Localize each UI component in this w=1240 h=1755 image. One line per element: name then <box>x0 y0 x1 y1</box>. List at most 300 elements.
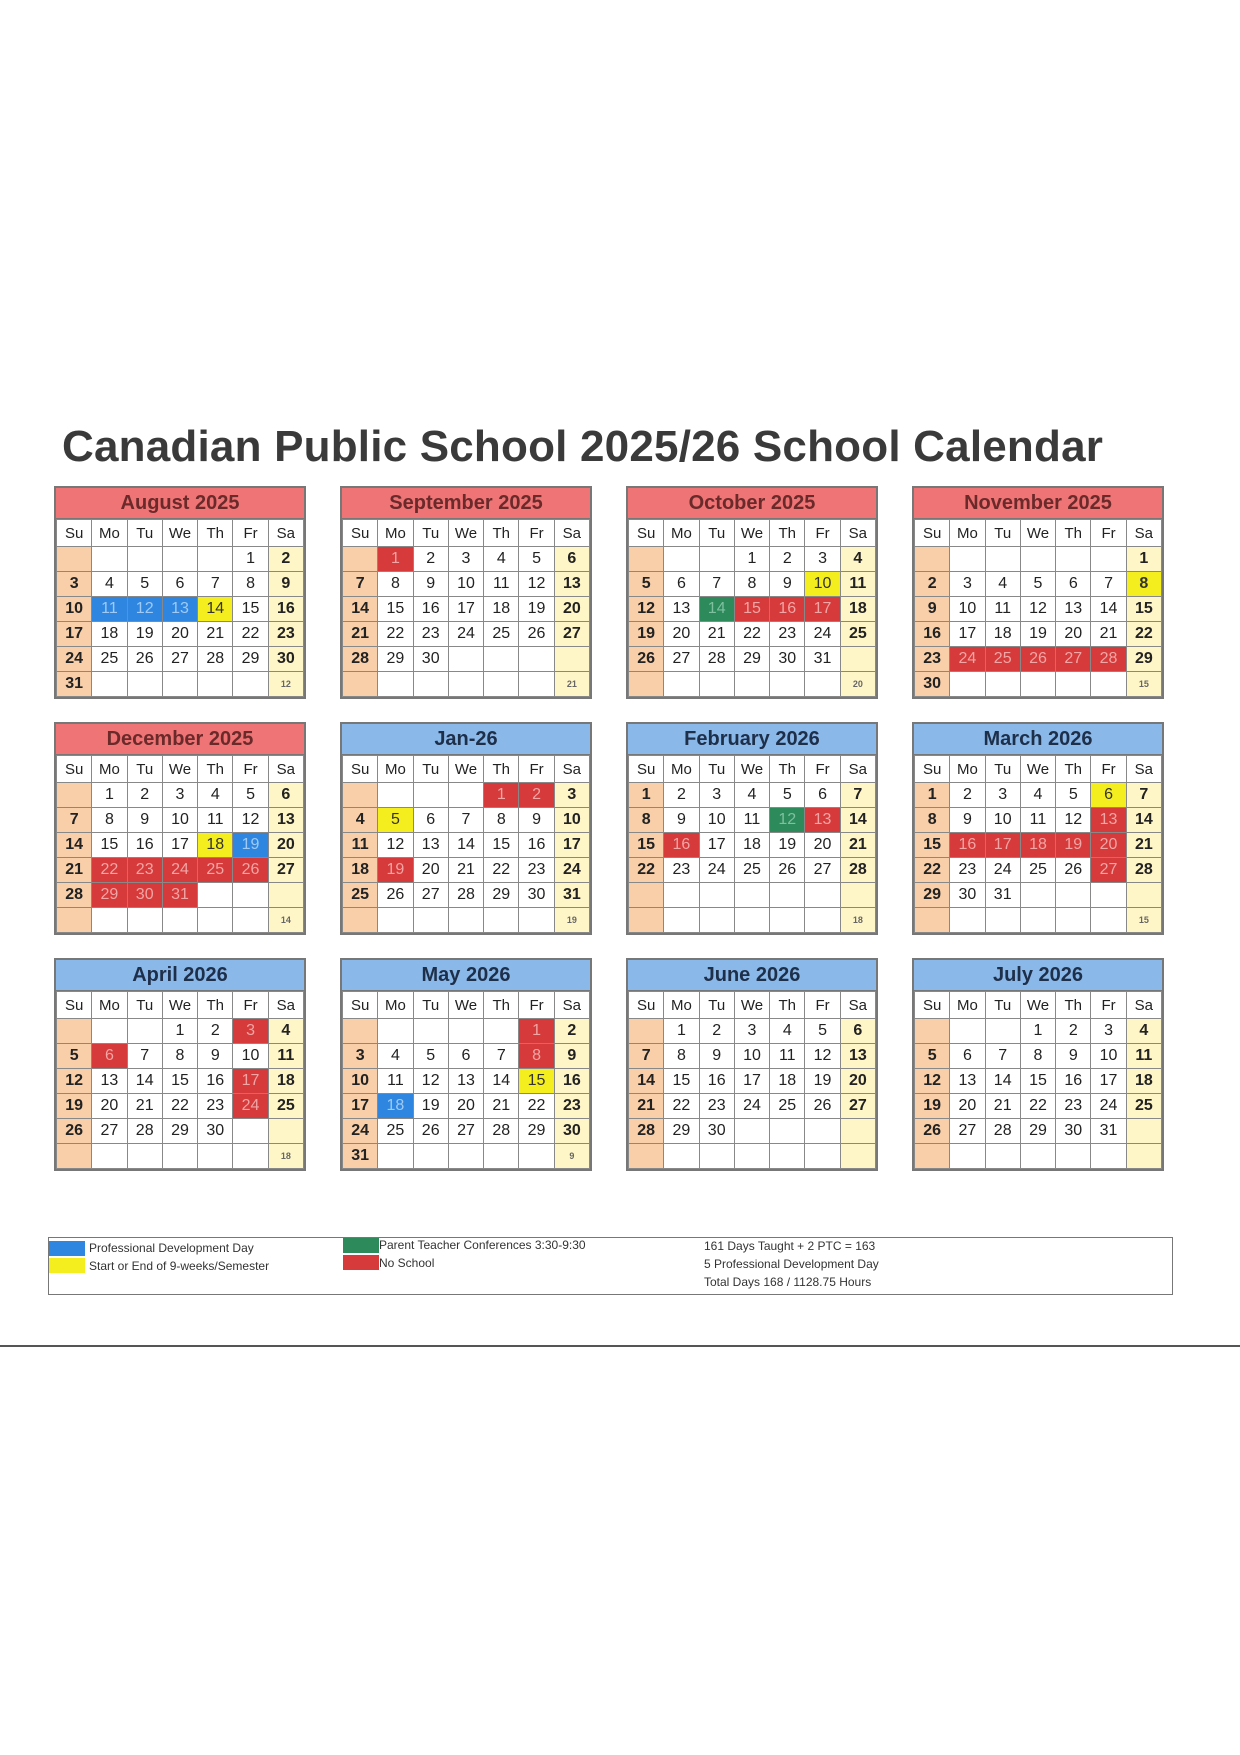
day-header: Mo <box>950 992 985 1019</box>
day-header: We <box>734 756 769 783</box>
day-header: Mo <box>378 520 413 547</box>
day-cell: 12 <box>378 833 413 858</box>
day-header: Su <box>915 992 950 1019</box>
day-cell: 7 <box>840 783 875 808</box>
day-cell: 17 <box>233 1069 268 1094</box>
empty-cell <box>162 908 197 933</box>
month-title: Jan-26 <box>342 724 590 755</box>
day-cell: 3 <box>233 1019 268 1044</box>
empty-cell <box>805 908 840 933</box>
day-cell: 31 <box>162 883 197 908</box>
week-row <box>57 572 304 597</box>
day-header: Sa <box>840 520 875 547</box>
empty-cell <box>1020 908 1055 933</box>
day-cell: 20 <box>92 1094 127 1119</box>
day-cell: 27 <box>448 1119 483 1144</box>
day-cell: 18 <box>1020 833 1055 858</box>
day-cell: 18 <box>734 833 769 858</box>
day-cell: 13 <box>840 1044 875 1069</box>
empty-cell <box>343 783 378 808</box>
week-row <box>343 883 590 908</box>
week-row <box>915 858 1162 883</box>
day-cell: 28 <box>198 647 233 672</box>
day-cell: 27 <box>664 647 699 672</box>
day-cell: 12 <box>57 1069 92 1094</box>
empty-cell <box>233 908 268 933</box>
empty-cell <box>519 647 554 672</box>
week-row <box>343 858 590 883</box>
day-cell: 22 <box>162 1094 197 1119</box>
day-cell: 12 <box>233 808 268 833</box>
day-cell: 30 <box>1056 1119 1091 1144</box>
day-cell: 4 <box>378 1044 413 1069</box>
empty-cell <box>840 1144 875 1169</box>
day-cell: 22 <box>92 858 127 883</box>
empty-cell <box>1126 1119 1161 1144</box>
day-cell: 8 <box>734 572 769 597</box>
day-cell: 26 <box>1056 858 1091 883</box>
empty-cell <box>1020 672 1055 697</box>
day-cell: 3 <box>448 547 483 572</box>
month-february-2026 <box>626 722 878 935</box>
month-may-2026 <box>340 958 592 1171</box>
week-row <box>57 808 304 833</box>
day-cell: 30 <box>915 672 950 697</box>
day-cell: 7 <box>629 1044 664 1069</box>
day-cell: 13 <box>1091 808 1126 833</box>
day-cell: 2 <box>1056 1019 1091 1044</box>
empty-cell <box>985 1144 1020 1169</box>
day-cell: 7 <box>1126 783 1161 808</box>
month-jan-26 <box>340 722 592 935</box>
week-row <box>629 783 876 808</box>
day-cell: 16 <box>770 597 805 622</box>
day-cell: 19 <box>233 833 268 858</box>
day-header: Fr <box>805 992 840 1019</box>
empty-cell <box>840 647 875 672</box>
day-cell: 15 <box>629 833 664 858</box>
week-row <box>343 1044 590 1069</box>
day-cell: 21 <box>198 622 233 647</box>
empty-cell <box>699 908 734 933</box>
day-cell: 30 <box>268 647 303 672</box>
day-cell: 29 <box>162 1119 197 1144</box>
day-header: We <box>448 756 483 783</box>
month-title: May 2026 <box>342 960 590 991</box>
day-cell: 28 <box>343 647 378 672</box>
day-cell: 3 <box>734 1019 769 1044</box>
day-cell: 10 <box>448 572 483 597</box>
day-cell: 15 <box>92 833 127 858</box>
empty-cell <box>57 783 92 808</box>
week-row <box>915 883 1162 908</box>
day-header: We <box>162 992 197 1019</box>
empty-cell <box>127 1144 162 1169</box>
empty-cell <box>1020 547 1055 572</box>
day-cell: 9 <box>198 1044 233 1069</box>
day-cell: 3 <box>162 783 197 808</box>
day-cell: 1 <box>519 1019 554 1044</box>
week-row <box>343 672 590 697</box>
month-november-2025 <box>912 486 1164 699</box>
empty-cell <box>233 1144 268 1169</box>
day-cell: 26 <box>413 1119 448 1144</box>
day-cell: 17 <box>950 622 985 647</box>
day-cell: 1 <box>378 547 413 572</box>
day-cell: 3 <box>699 783 734 808</box>
day-cell: 31 <box>985 883 1020 908</box>
day-cell: 9 <box>915 597 950 622</box>
day-cell: 11 <box>770 1044 805 1069</box>
day-cell: 19 <box>1020 622 1055 647</box>
empty-cell <box>985 908 1020 933</box>
empty-cell <box>92 672 127 697</box>
empty-cell <box>343 908 378 933</box>
empty-cell <box>629 908 664 933</box>
day-cell: 6 <box>448 1044 483 1069</box>
day-cell: 25 <box>1020 858 1055 883</box>
day-header: Su <box>57 756 92 783</box>
empty-cell <box>448 1144 483 1169</box>
day-header: Fr <box>1091 520 1126 547</box>
day-cell: 28 <box>699 647 734 672</box>
day-cell: 24 <box>985 858 1020 883</box>
day-header: We <box>734 520 769 547</box>
day-cell: 5 <box>519 547 554 572</box>
day-cell: 1 <box>664 1019 699 1044</box>
empty-cell <box>343 547 378 572</box>
day-cell: 10 <box>554 808 589 833</box>
day-cell: 2 <box>664 783 699 808</box>
day-header: Sa <box>840 992 875 1019</box>
empty-cell <box>664 672 699 697</box>
empty-cell <box>268 883 303 908</box>
month-title: June 2026 <box>628 960 876 991</box>
empty-cell <box>57 547 92 572</box>
day-cell: 28 <box>985 1119 1020 1144</box>
day-header: Sa <box>268 756 303 783</box>
week-row <box>57 1019 304 1044</box>
day-cell: 10 <box>57 597 92 622</box>
day-cell: 13 <box>1056 597 1091 622</box>
pd-swatch <box>49 1241 85 1256</box>
day-cell: 5 <box>1056 783 1091 808</box>
day-header: Fr <box>233 992 268 1019</box>
day-cell: 28 <box>1126 858 1161 883</box>
day-count: 14 <box>268 908 303 933</box>
day-cell: 22 <box>1126 622 1161 647</box>
day-cell: 14 <box>840 808 875 833</box>
day-cell: 14 <box>198 597 233 622</box>
day-cell: 12 <box>915 1069 950 1094</box>
day-header: Mo <box>92 992 127 1019</box>
week-row <box>343 783 590 808</box>
day-cell: 30 <box>198 1119 233 1144</box>
day-header: Su <box>343 520 378 547</box>
day-cell: 8 <box>233 572 268 597</box>
day-header: We <box>448 992 483 1019</box>
day-cell: 9 <box>770 572 805 597</box>
day-cell: 22 <box>664 1094 699 1119</box>
month-october-2025 <box>626 486 878 699</box>
empty-cell <box>448 783 483 808</box>
day-cell: 6 <box>554 547 589 572</box>
empty-cell <box>413 1144 448 1169</box>
stats-pd-days: 5 Professional Development Day <box>704 1257 879 1271</box>
empty-cell <box>92 908 127 933</box>
day-cell: 14 <box>484 1069 519 1094</box>
day-cell: 23 <box>915 647 950 672</box>
day-cell: 1 <box>629 783 664 808</box>
week-row <box>629 1019 876 1044</box>
day-cell: 31 <box>1091 1119 1126 1144</box>
week-row <box>915 808 1162 833</box>
day-cell: 10 <box>985 808 1020 833</box>
day-cell: 27 <box>1056 647 1091 672</box>
day-cell: 28 <box>840 858 875 883</box>
day-cell: 24 <box>734 1094 769 1119</box>
day-header: We <box>448 520 483 547</box>
day-cell: 25 <box>343 883 378 908</box>
empty-cell <box>1056 908 1091 933</box>
day-cell: 10 <box>805 572 840 597</box>
week-row <box>915 597 1162 622</box>
day-cell: 3 <box>805 547 840 572</box>
empty-cell <box>448 908 483 933</box>
day-cell: 8 <box>519 1044 554 1069</box>
day-cell: 21 <box>699 622 734 647</box>
day-cell: 18 <box>268 1069 303 1094</box>
day-cell: 9 <box>127 808 162 833</box>
day-cell: 13 <box>162 597 197 622</box>
empty-cell <box>664 1144 699 1169</box>
day-cell: 15 <box>378 597 413 622</box>
day-cell: 10 <box>699 808 734 833</box>
day-header: Th <box>484 520 519 547</box>
day-header: Fr <box>233 520 268 547</box>
day-cell: 26 <box>805 1094 840 1119</box>
week-row <box>629 1069 876 1094</box>
day-cell: 20 <box>1056 622 1091 647</box>
day-cell: 11 <box>734 808 769 833</box>
day-cell: 1 <box>484 783 519 808</box>
day-header: Fr <box>519 520 554 547</box>
empty-cell <box>127 1019 162 1044</box>
week-row <box>629 1044 876 1069</box>
day-cell: 15 <box>1020 1069 1055 1094</box>
day-cell: 13 <box>448 1069 483 1094</box>
day-cell: 7 <box>985 1044 1020 1069</box>
day-cell: 14 <box>1126 808 1161 833</box>
month-august-2025 <box>54 486 306 699</box>
day-cell: 20 <box>268 833 303 858</box>
day-cell: 4 <box>770 1019 805 1044</box>
day-cell: 26 <box>127 647 162 672</box>
day-cell: 13 <box>92 1069 127 1094</box>
day-cell: 4 <box>1126 1019 1161 1044</box>
day-cell: 24 <box>699 858 734 883</box>
day-cell: 2 <box>950 783 985 808</box>
day-cell: 18 <box>92 622 127 647</box>
empty-cell <box>484 647 519 672</box>
week-row <box>629 1094 876 1119</box>
day-cell: 9 <box>1056 1044 1091 1069</box>
day-cell: 25 <box>734 858 769 883</box>
day-cell: 2 <box>268 547 303 572</box>
day-cell: 1 <box>734 547 769 572</box>
day-cell: 31 <box>554 883 589 908</box>
week-row <box>629 572 876 597</box>
day-cell: 7 <box>448 808 483 833</box>
day-cell: 25 <box>378 1119 413 1144</box>
empty-cell <box>484 1144 519 1169</box>
empty-cell <box>699 1144 734 1169</box>
day-count: 18 <box>268 1144 303 1169</box>
legend-ptc-label: Parent Teacher Conferences 3:30-9:30 <box>379 1238 586 1252</box>
day-cell: 24 <box>162 858 197 883</box>
empty-cell <box>127 908 162 933</box>
week-row <box>629 547 876 572</box>
empty-cell <box>233 672 268 697</box>
legend-no-school-label: No School <box>379 1256 435 1270</box>
day-header: Tu <box>127 992 162 1019</box>
empty-cell <box>413 908 448 933</box>
empty-cell <box>805 672 840 697</box>
day-cell: 28 <box>484 1119 519 1144</box>
empty-cell <box>519 908 554 933</box>
month-title: February 2026 <box>628 724 876 755</box>
day-cell: 4 <box>268 1019 303 1044</box>
day-cell: 20 <box>448 1094 483 1119</box>
day-cell: 29 <box>519 1119 554 1144</box>
empty-cell <box>198 672 233 697</box>
empty-cell <box>950 547 985 572</box>
day-cell: 1 <box>233 547 268 572</box>
week-row <box>57 883 304 908</box>
day-cell: 10 <box>162 808 197 833</box>
day-header: We <box>162 756 197 783</box>
day-cell: 25 <box>484 622 519 647</box>
day-header: Tu <box>127 756 162 783</box>
day-cell: 5 <box>233 783 268 808</box>
empty-cell <box>915 908 950 933</box>
day-cell: 28 <box>1091 647 1126 672</box>
day-header: Fr <box>519 756 554 783</box>
day-cell: 26 <box>57 1119 92 1144</box>
day-header: Mo <box>664 520 699 547</box>
day-cell: 8 <box>1126 572 1161 597</box>
day-cell: 13 <box>268 808 303 833</box>
empty-cell <box>805 1144 840 1169</box>
day-header: Th <box>198 520 233 547</box>
empty-cell <box>413 1019 448 1044</box>
day-header: Fr <box>805 520 840 547</box>
day-cell: 23 <box>554 1094 589 1119</box>
day-cell: 30 <box>554 1119 589 1144</box>
day-cell: 18 <box>840 597 875 622</box>
day-cell: 29 <box>233 647 268 672</box>
empty-cell <box>699 547 734 572</box>
empty-cell <box>233 883 268 908</box>
day-header: We <box>162 520 197 547</box>
month-title: October 2025 <box>628 488 876 519</box>
week-row <box>915 647 1162 672</box>
day-cell: 17 <box>448 597 483 622</box>
empty-cell <box>629 1144 664 1169</box>
day-cell: 6 <box>92 1044 127 1069</box>
week-row <box>915 572 1162 597</box>
day-header: Sa <box>1126 992 1161 1019</box>
day-cell: 15 <box>734 597 769 622</box>
day-cell: 23 <box>1056 1094 1091 1119</box>
empty-cell <box>1091 908 1126 933</box>
day-cell: 22 <box>629 858 664 883</box>
day-cell: 28 <box>448 883 483 908</box>
day-count: 15 <box>1126 908 1161 933</box>
day-cell: 2 <box>554 1019 589 1044</box>
month-april-2026 <box>54 958 306 1171</box>
day-cell: 6 <box>162 572 197 597</box>
day-cell: 8 <box>915 808 950 833</box>
week-row <box>915 833 1162 858</box>
month-june-2026 <box>626 958 878 1171</box>
week-row <box>57 597 304 622</box>
day-cell: 21 <box>1126 833 1161 858</box>
day-cell: 16 <box>413 597 448 622</box>
day-cell: 16 <box>664 833 699 858</box>
day-cell: 15 <box>484 833 519 858</box>
day-count: 19 <box>554 908 589 933</box>
month-title: April 2026 <box>56 960 304 991</box>
day-cell: 7 <box>699 572 734 597</box>
day-cell: 4 <box>1020 783 1055 808</box>
day-header: Sa <box>1126 756 1161 783</box>
day-cell: 22 <box>484 858 519 883</box>
week-row <box>343 597 590 622</box>
week-row <box>57 1044 304 1069</box>
day-cell: 2 <box>127 783 162 808</box>
day-header: Tu <box>985 520 1020 547</box>
day-cell: 10 <box>233 1044 268 1069</box>
day-cell: 8 <box>92 808 127 833</box>
week-row <box>343 833 590 858</box>
day-cell: 1 <box>915 783 950 808</box>
day-cell: 14 <box>57 833 92 858</box>
day-cell: 7 <box>343 572 378 597</box>
day-cell: 9 <box>664 808 699 833</box>
empty-cell <box>1126 1144 1161 1169</box>
day-cell: 9 <box>554 1044 589 1069</box>
week-row <box>629 908 876 933</box>
day-count: 20 <box>840 672 875 697</box>
day-cell: 13 <box>950 1069 985 1094</box>
day-cell: 5 <box>1020 572 1055 597</box>
day-cell: 11 <box>1020 808 1055 833</box>
empty-cell <box>413 672 448 697</box>
week-row <box>343 547 590 572</box>
day-cell: 23 <box>198 1094 233 1119</box>
empty-cell <box>915 1019 950 1044</box>
day-cell: 20 <box>805 833 840 858</box>
empty-cell <box>1056 883 1091 908</box>
empty-cell <box>484 1019 519 1044</box>
empty-cell <box>985 547 1020 572</box>
day-cell: 6 <box>840 1019 875 1044</box>
day-header: Tu <box>699 756 734 783</box>
day-cell: 17 <box>343 1094 378 1119</box>
day-cell: 4 <box>92 572 127 597</box>
day-cell: 5 <box>629 572 664 597</box>
